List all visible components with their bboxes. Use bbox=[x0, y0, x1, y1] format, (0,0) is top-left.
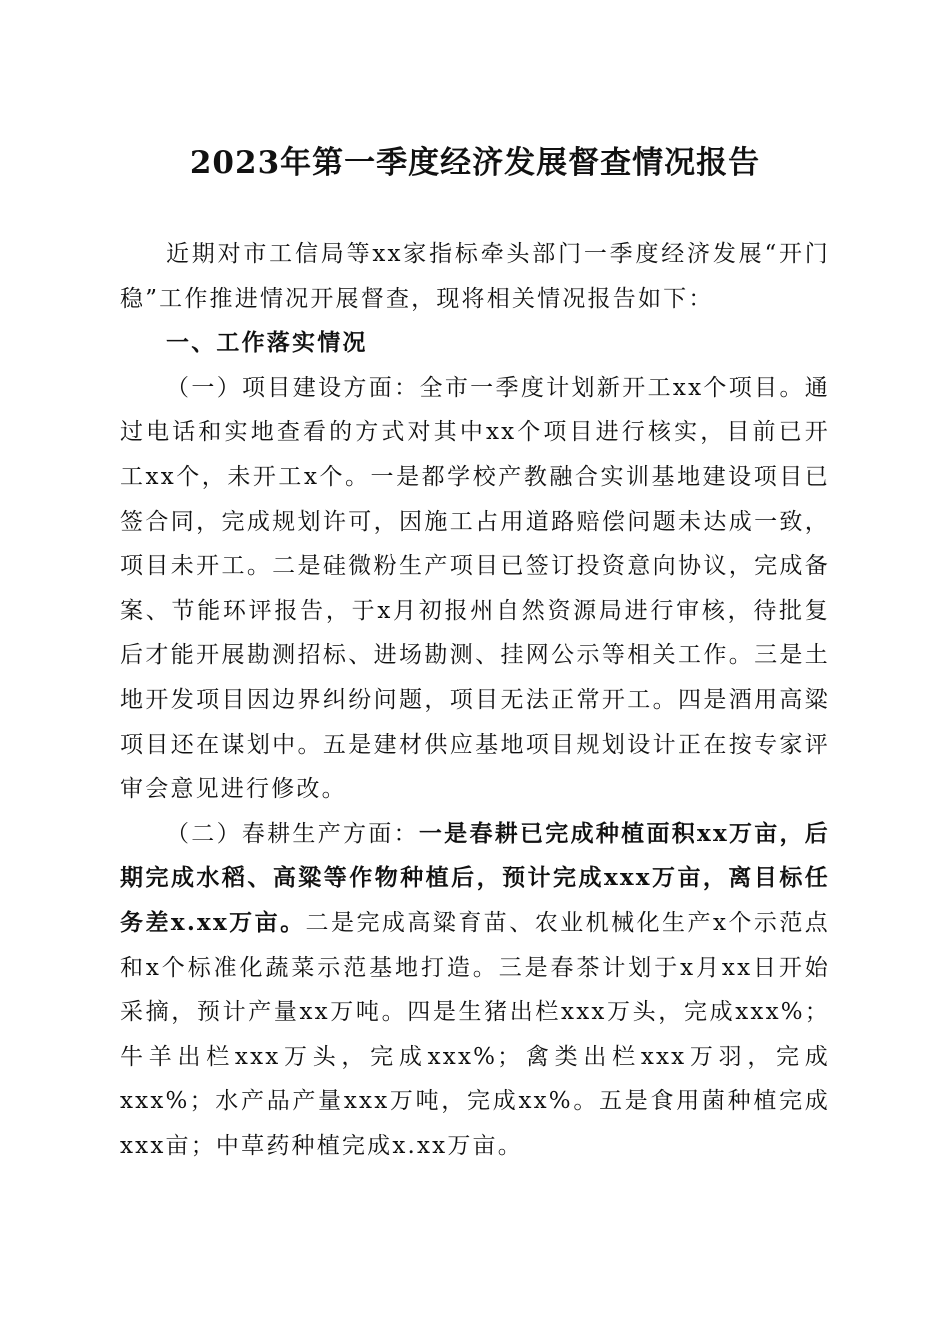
item-label: （二）春耕生产方面： bbox=[166, 820, 419, 847]
item-text: 全市一季度计划新开工xx个项目。通过电话和实地查看的方式对其中xx个项目进行核实，目前已开工xx个，未开工x个。一是都学校产教融合实训基地建设项目已签合同，完成规划许可，因施工占用道路赔偿问题未达成一致，项目未开工。二是硅微粉生产项目已签订投资意向协议，完成备案、节能环评报告，于x月初报州自然资源局进行审核，待批复后才能开展勘测招标、进场勘测、挂网公示等相关工作。三是土地开发项目因边界纠纷问题，项目无法正常开工。四是酒用高粱项目还在谋划中。五是建材供应基地项目规划设计正在按专家评审会意见进行修改。 bbox=[120, 374, 831, 803]
intro-paragraph: 近期对市工信局等xx家指标牵头部门一季度经济发展“开门稳”工作推进情况开展督查，现将相关情况报告如下： bbox=[120, 241, 830, 312]
item-text-bold: 一是春耕已完成种植面积xx万亩，后期完成水稻、高粱等作物种植后，预计完成xxx万亩，离目标任务差x.xx万亩。 bbox=[120, 819, 831, 936]
paragraph-project-construction bbox=[120, 366, 830, 812]
paragraph-spring-ploughing bbox=[120, 812, 830, 1169]
section-heading: 一、工作落实情况 bbox=[166, 329, 368, 357]
item-text: 二是完成高粱育苗、农业机械化生产x个示范点和x个标准化蔬菜示范基地打造。三是春茶计划于x月xx日开始采摘，预计产量xx万吨。四是生猪出栏xxx万头，完成xxx%；牛羊出栏xxx万头，完成xxx%；禽类出栏xxx万羽，完成xxx%；水产品产量xxx万吨，完成xx%。五是食用菌种植完成xxx亩；中草药种植完成x.xx万亩。 bbox=[120, 909, 830, 1159]
document-body bbox=[120, 232, 830, 1168]
document-title: 2023年第一季度经济发展督查情况报告 bbox=[189, 145, 761, 181]
item-label: （一）项目建设方面： bbox=[166, 374, 420, 401]
